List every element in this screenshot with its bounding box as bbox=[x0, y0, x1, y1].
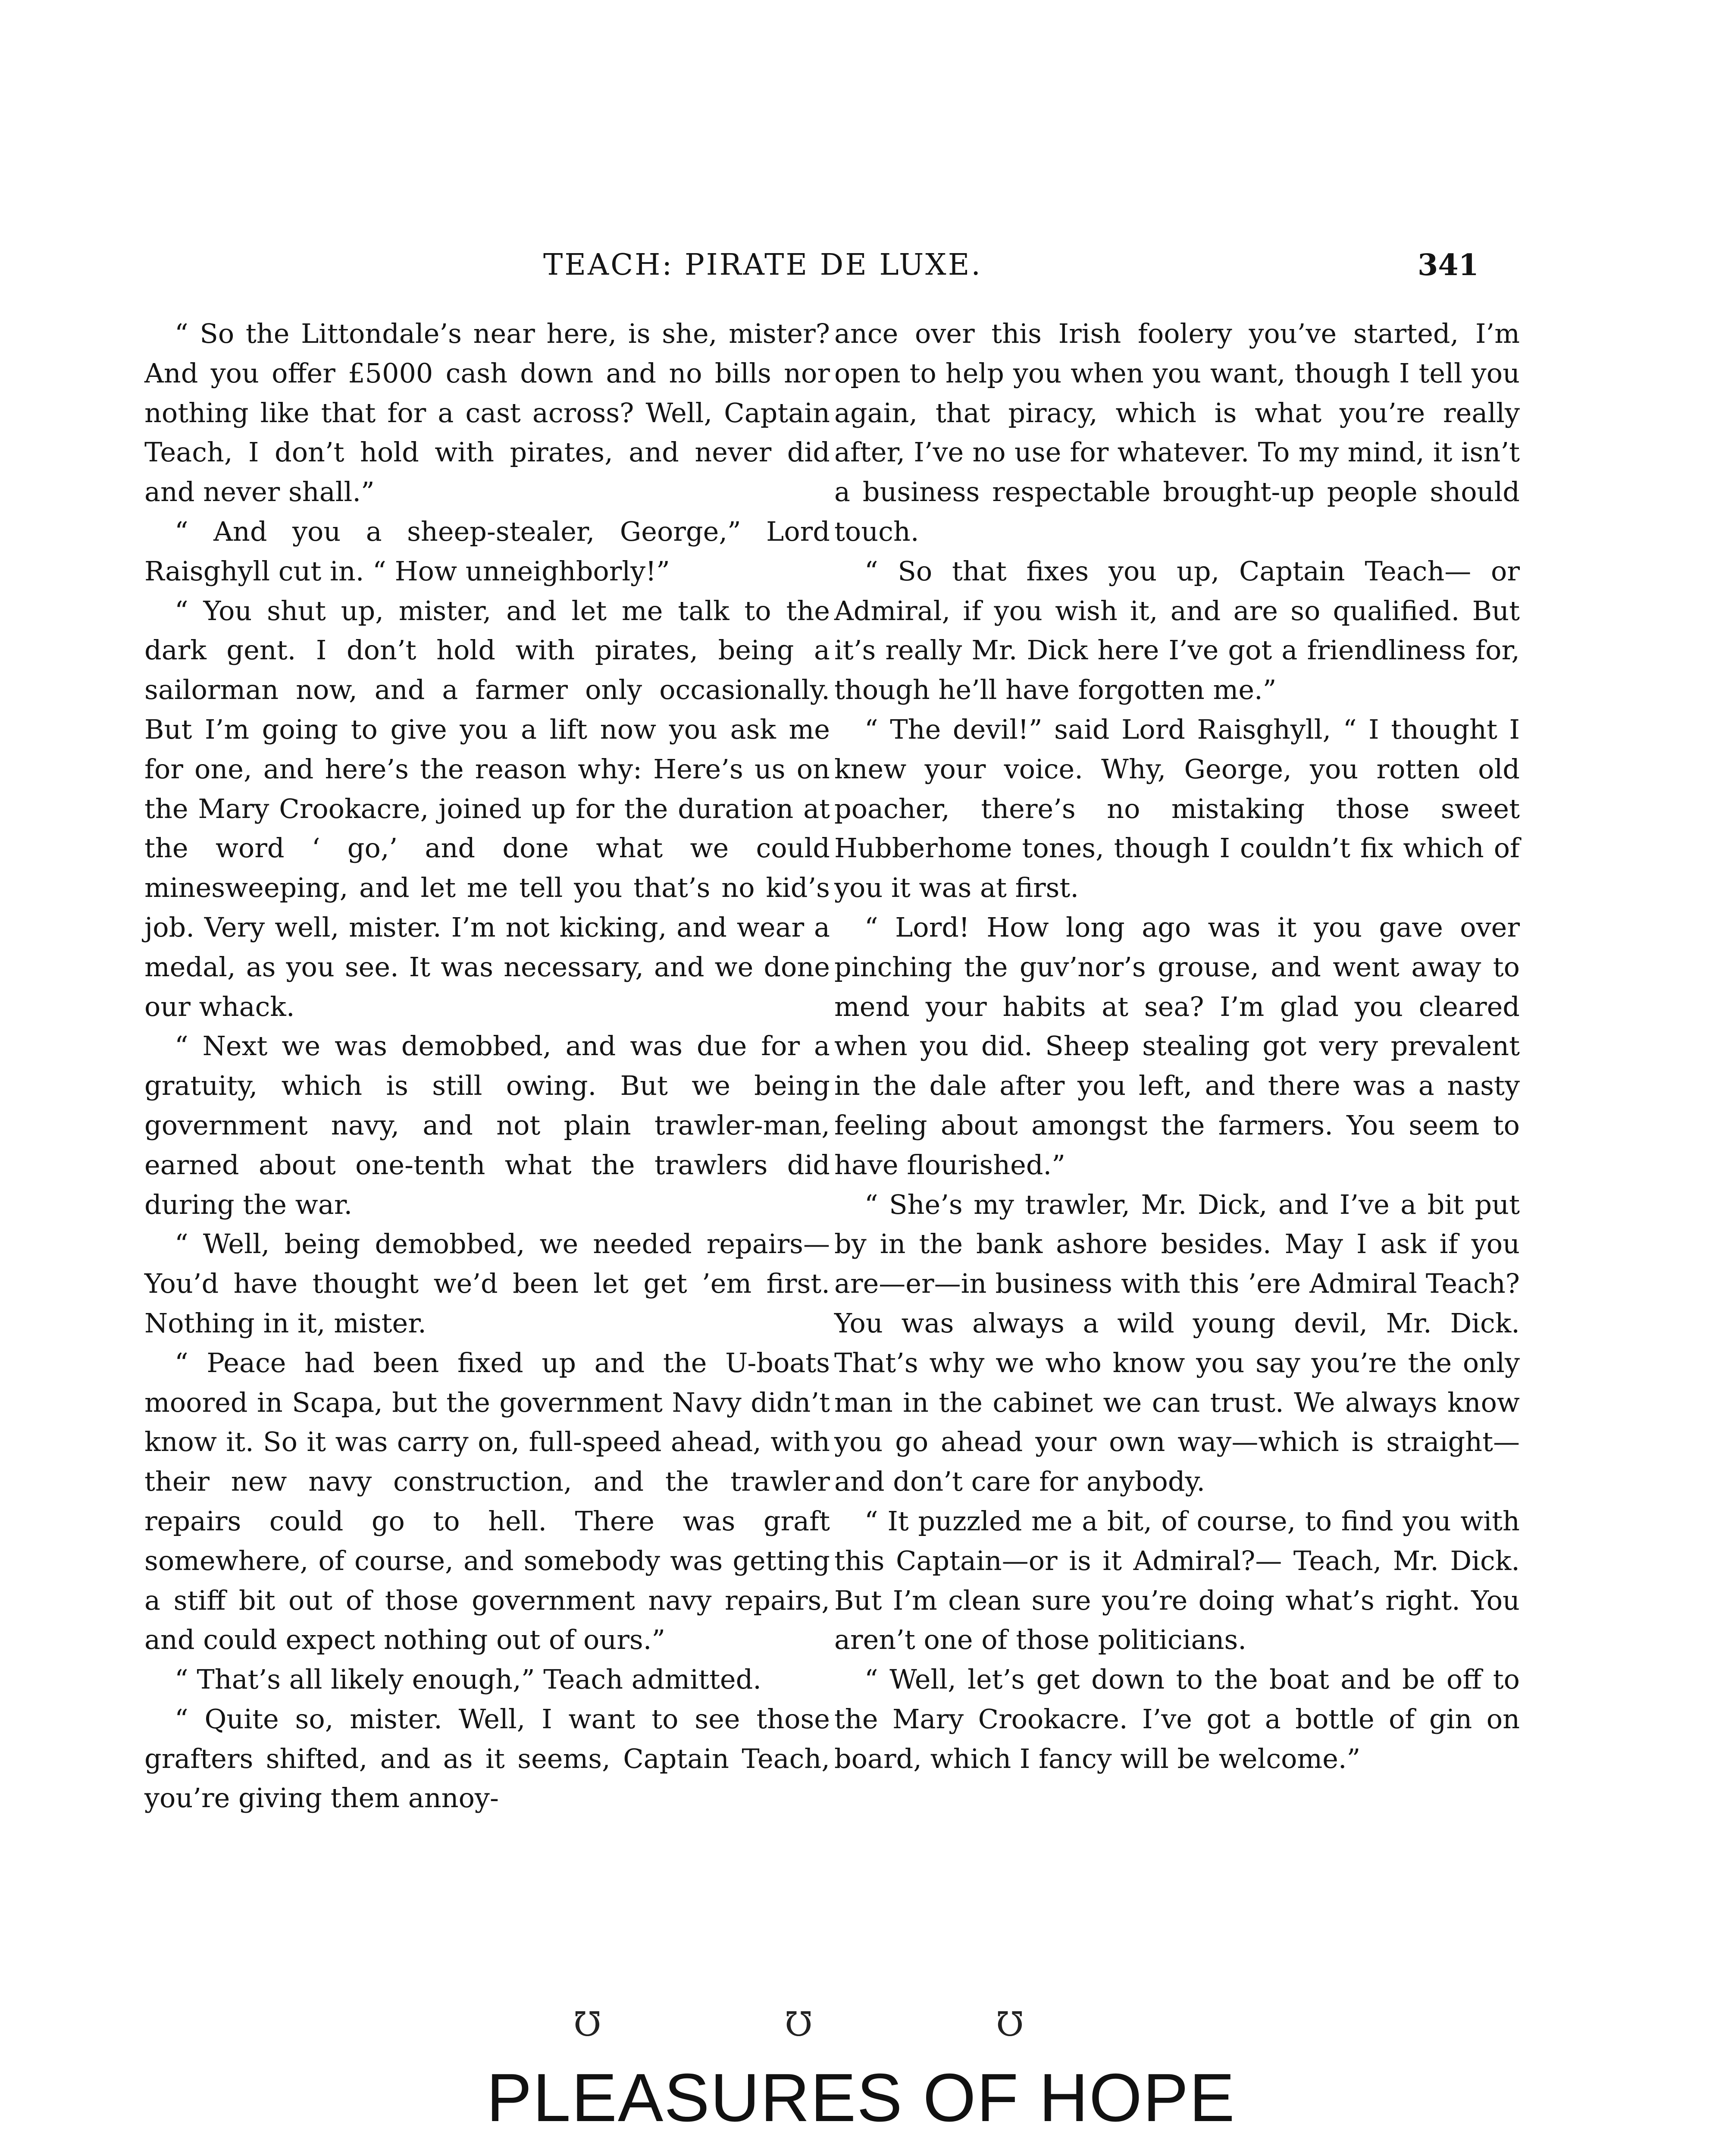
paragraph: “ That’s all likely enough,” Teach admitted. bbox=[175, 1664, 761, 1695]
paragraph: “ The devil!” said Lord Raisghyll, “ I thought I knew your voice. Why, George, you rotten old poacher, there’s no mistaking those sweet Hubberhome tones, though I couldn’t fix which of you it was at first. bbox=[834, 713, 1520, 904]
paragraph: “ Well, let’s get down to the boat and be off to the Mary Crookacre. I’ve got a bottle of gin on board, which I fancy will be welcome.” bbox=[834, 1664, 1520, 1774]
paragraph: “ You shut up, mister, and let me talk to the dark gent. I don’t hold with pirates, being a sailorman now, and a farmer only occasionally. But I’m going to give you a lift now you ask me for one, and here’s the reason why: Here’s us on the Mary Crookacre, joined up for the duration at the word ‘ go,’ and done what we could minesweeping, and let me tell you that’s no kid’s job. Very well, mister. I’m not kicking, and wear a medal, as you see. It was necessary, and we done our whack. bbox=[144, 595, 830, 1022]
running-head-title: TEACH: PIRATE DE LUXE. bbox=[543, 248, 982, 282]
running-head bbox=[142, 248, 1479, 287]
paragraph: “ So the Littondale’s near here, is she, mister? And you offer £5000 cash down and no bills nor nothing like that for a cast across? Well, Captain Teach, I don’t hold with pirates, and never did and never shall.” bbox=[144, 318, 830, 508]
paragraph: “ And you a sheep-stealer, George,” Lord Raisghyll cut in. “ How unneighborly!” bbox=[144, 515, 830, 587]
paragraph: “ She’s my trawler, Mr. Dick, and I’ve a bit put by in the bank ashore besides. May I ask if you are—er—in business with this ’ere Admiral Teach? You was always a wild young devil, Mr. Dick. That’s why we who know you say you’re the only man in the cabinet we can trust. We always know you go ahead your own way—which is straight—and don’t care for anybody. bbox=[834, 1188, 1520, 1498]
ornament-glyph: ℧ bbox=[573, 2005, 601, 2044]
paragraph: “ Quite so, mister. Well, I want to see those grafters shifted, and as it seems, Captain Teach, you’re giving them annoy- bbox=[144, 1703, 830, 1814]
ornament-glyph: ℧ bbox=[785, 2005, 813, 2044]
paragraph: “ Peace had been fixed up and the U-boats moored in Scapa, but the government Navy didn’t know it. So it was carry on, full-speed ahead, with their new navy construction, and the trawler repairs could go to hell. There was graft somewhere, of course, and somebody was getting a stiff bit out of those government navy repairs, and could expect nothing out of ours.” bbox=[144, 1347, 830, 1656]
paragraph: ance over this Irish foolery you’ve started, I’m open to help you when you want, though I tell you again, that piracy, which is what you’re really after, I’ve no use for whatever. To my mind, it isn’t a business respectable brought-up people should touch. bbox=[834, 318, 1520, 547]
paragraph: “ Well, being demobbed, we needed repairs— You’d have thought we’d been let get ’em first. Nothing in it, mister. bbox=[144, 1228, 830, 1339]
left-text-column bbox=[144, 314, 830, 1818]
ornament-glyph: ℧ bbox=[996, 2005, 1024, 2044]
page-number: 341 bbox=[1418, 248, 1479, 282]
right-text-column bbox=[834, 314, 1520, 1778]
paragraph: “ So that fixes you up, Captain Teach— or Admiral, if you wish it, and are so qualified. But it’s really Mr. Dick here I’ve got a friendliness for, though he’ll have forgotten me.” bbox=[834, 555, 1520, 706]
paragraph: “ Lord! How long ago was it you gave over pinching the guv’nor’s grouse, and went away to mend your habits at sea? I’m glad you cleared when you did. Sheep stealing got very prevalent in the dale after you left, and there was a nasty feeling about amongst the farmers. You seem to have flourished.” bbox=[834, 911, 1520, 1181]
section-ornament bbox=[509, 2005, 1048, 2053]
poem-title: PLEASURES OF HOPE bbox=[486, 2060, 1236, 2136]
paragraph: “ Next we was demobbed, and was due for a gratuity, which is still owing. But we being government navy, and not plain trawler-man, earned about one-tenth what the trawlers did during the war. bbox=[144, 1030, 830, 1220]
paragraph: “ It puzzled me a bit, of course, to find you with this Captain—or is it Admiral?— Teach, Mr. Dick. But I’m clean sure you’re doing what’s right. You aren’t one of those politicians. bbox=[834, 1505, 1520, 1656]
